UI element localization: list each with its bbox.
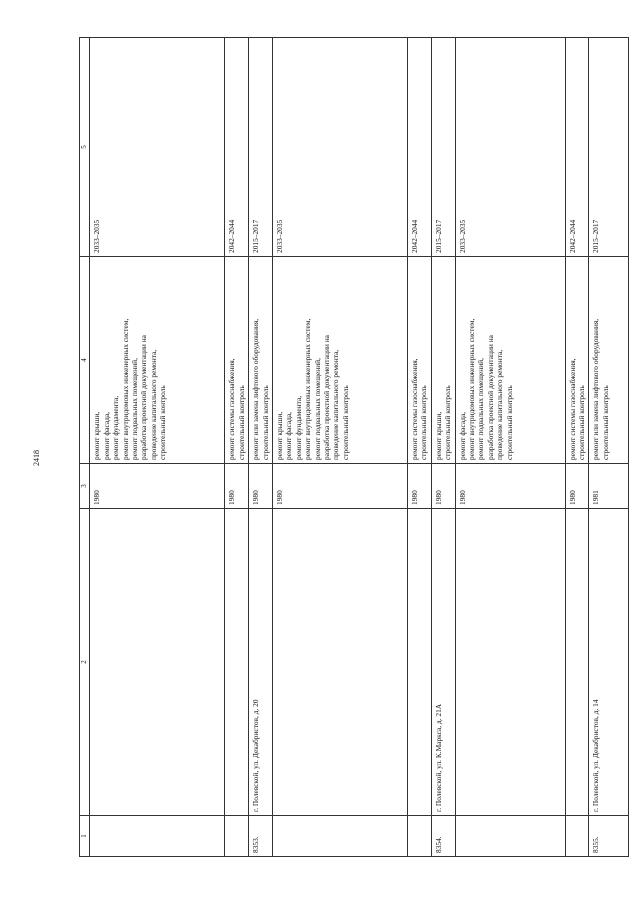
table-row <box>455 38 565 857</box>
row-year: 1980 <box>273 464 408 509</box>
row-period: 2015–2017 <box>431 38 455 257</box>
work-item: ремонт системы газоснабжения, <box>567 358 577 460</box>
work-item: разработка проектной документации на <box>485 335 495 460</box>
table-row <box>408 38 432 857</box>
capital-repair-table <box>79 37 629 857</box>
table-row <box>589 38 629 857</box>
work-item: строительный контроль <box>236 385 246 460</box>
row-number: 8355. <box>589 816 629 857</box>
row-year: 1980 <box>225 464 249 509</box>
table-row <box>431 38 455 857</box>
column-number: 1 <box>80 816 90 857</box>
row-period: 2033–2035 <box>273 38 408 257</box>
row-works <box>273 257 408 464</box>
row-period: 2015–2017 <box>589 38 629 257</box>
row-year: 1980 <box>90 464 225 509</box>
work-item: ремонт крыши, <box>92 411 102 460</box>
work-item: ремонт фасада, <box>457 412 467 460</box>
row-works <box>589 257 629 464</box>
row-number <box>455 816 565 857</box>
table-row <box>249 38 273 857</box>
row-year: 1981 <box>589 464 629 509</box>
work-item: ремонт фундамента, <box>293 395 303 460</box>
work-item: строительный контроль <box>443 385 453 460</box>
row-works <box>431 257 455 464</box>
row-address: г. Полевской, ул. К.Маркса, д. 21А <box>431 509 455 816</box>
row-period: 2015–2017 <box>249 38 273 257</box>
works-table-container <box>79 37 610 857</box>
work-item: ремонт внутридомовых инженерных систем, <box>467 318 477 460</box>
row-number: 8354. <box>431 816 455 857</box>
work-item: ремонт подвальных помещений, <box>476 358 486 460</box>
column-number: 3 <box>80 464 90 509</box>
table-row <box>565 38 589 857</box>
work-item: ремонт внутридомовых инженерных систем, <box>120 318 130 460</box>
work-item: строительный контроль <box>577 385 587 460</box>
work-item: строительный контроль <box>340 385 350 460</box>
table-row <box>225 38 249 857</box>
row-period: 2033–2035 <box>90 38 225 257</box>
work-item: строительный контроль <box>260 385 270 460</box>
row-address <box>90 509 225 816</box>
row-works <box>565 257 589 464</box>
work-item: ремонт или замена лифтового оборудования, <box>591 318 601 460</box>
column-number: 5 <box>80 38 90 257</box>
work-item: строительный контроль <box>504 385 514 460</box>
row-period: 2042–2044 <box>408 38 432 257</box>
row-year: 1980 <box>455 464 565 509</box>
row-number <box>408 816 432 857</box>
row-number <box>273 816 408 857</box>
row-address <box>408 509 432 816</box>
row-period: 2033–2035 <box>455 38 565 257</box>
row-address <box>273 509 408 816</box>
row-number: 8353. <box>249 816 273 857</box>
work-item: ремонт крыши, <box>275 411 285 460</box>
work-item: строительный контроль <box>419 385 429 460</box>
work-item: проведение капитального ремонта, <box>331 349 341 460</box>
work-item: ремонт внутридомовых инженерных систем, <box>303 318 313 460</box>
row-works <box>408 257 432 464</box>
row-period: 2042–2044 <box>565 38 589 257</box>
row-year: 1980 <box>565 464 589 509</box>
work-item: ремонт или замена лифтового оборудования, <box>251 318 261 460</box>
column-number: 2 <box>80 509 90 816</box>
work-item: разработка проектной документации на <box>139 335 149 460</box>
row-works <box>455 257 565 464</box>
row-address <box>565 509 589 816</box>
row-address: г. Полевской, ул. Декабристов, д. 20 <box>249 509 273 816</box>
work-item: ремонт фасада, <box>284 412 294 460</box>
work-item: проведение капитального ремонта, <box>495 349 505 460</box>
row-address <box>225 509 249 816</box>
work-item: ремонт подвальных помещений, <box>130 358 140 460</box>
work-item: строительный контроль <box>600 385 610 460</box>
row-period: 2042–2044 <box>225 38 249 257</box>
work-item: проведение капитального ремонта, <box>148 349 158 460</box>
work-item: ремонт системы газоснабжения, <box>227 358 237 460</box>
row-number <box>90 816 225 857</box>
work-item: строительный контроль <box>158 385 168 460</box>
work-item: разработка проектной документации на <box>322 335 332 460</box>
work-item: ремонт подвальных помещений, <box>312 358 322 460</box>
row-year: 1980 <box>249 464 273 509</box>
work-item: ремонт фундамента, <box>111 395 121 460</box>
row-number <box>225 816 249 857</box>
table-row <box>273 38 408 857</box>
row-year: 1980 <box>408 464 432 509</box>
page-number: 2418 <box>32 450 41 466</box>
row-number <box>565 816 589 857</box>
row-works <box>90 257 225 464</box>
row-works <box>225 257 249 464</box>
work-item: ремонт крыши, <box>433 411 443 460</box>
column-number-row <box>80 38 90 857</box>
row-works <box>249 257 273 464</box>
row-address <box>455 509 565 816</box>
row-year: 1980 <box>431 464 455 509</box>
work-item: ремонт системы газоснабжения, <box>410 358 420 460</box>
row-address: г. Полевской, ул. Декабристов, д. 14 <box>589 509 629 816</box>
work-item: ремонт фасада, <box>101 412 111 460</box>
table-row <box>90 38 225 857</box>
column-number: 4 <box>80 257 90 464</box>
